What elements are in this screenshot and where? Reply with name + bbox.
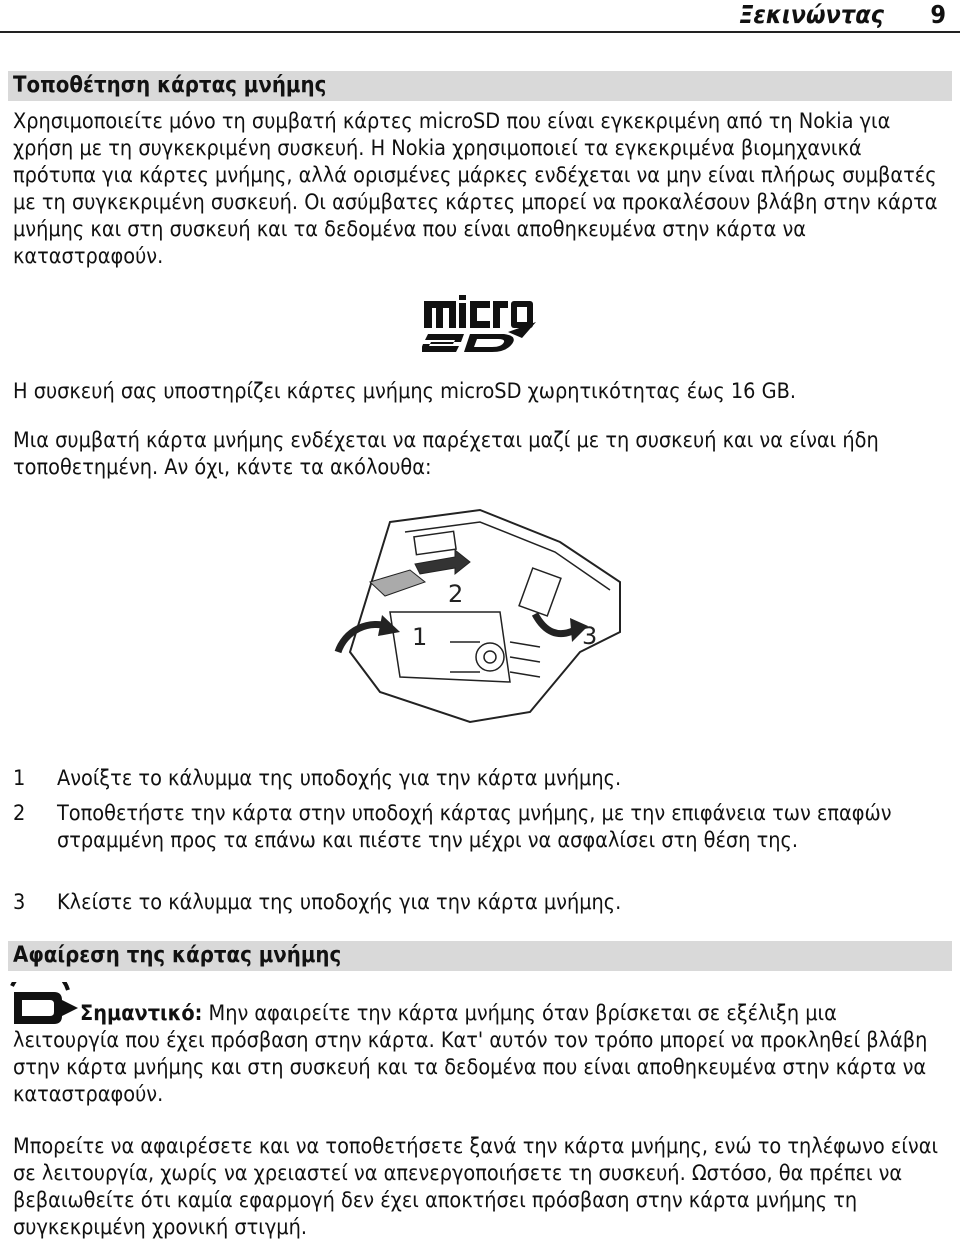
illustration-label-1: 1 bbox=[412, 623, 428, 651]
header-rule bbox=[0, 31, 960, 33]
microsd-logo-icon bbox=[422, 292, 536, 352]
important-label: Σημαντικό: bbox=[80, 1001, 203, 1026]
illustration-label-2: 2 bbox=[448, 580, 464, 608]
step-text: Τοποθετήστε την κάρτα στην υποδοχή κάρτας μνήμης, με την επιφάνεια των επαφών στραμμένη προς τα επάνω και πιέστε την μέχρι να ασφαλίσει στη θέση της. bbox=[57, 801, 892, 853]
step-number: 1 bbox=[13, 766, 26, 791]
step-number: 2 bbox=[13, 801, 26, 826]
page-number: 9 bbox=[930, 0, 946, 29]
compatible-paragraph: Μια συμβατή κάρτα μνήμης ενδέχεται να παρέχεται μαζί με τη συσκευή και να είναι ήδη τοποθετημένη. Αν όχι, κάντε τα ακόλουθα: bbox=[13, 428, 879, 480]
section-heading-insert: Τοποθέτηση κάρτας μνήμης bbox=[8, 71, 952, 101]
intro-paragraph: Χρησιμοποιείτε μόνο τη συμβατή κάρτες microSD που είναι εγκεκριμένη από τη Nokia για χρήση με τη συγκεκριμένη συσκευή. Η Nokia χρησιμοποιεί τα εγκεκριμένα βιομηχανικά πρότυπα για κάρτες μνήμης, αλλά ορισμένες μάρκες ενδέχεται να μην είναι πλήρως συμβατές με τη συγκεκριμένη συσκευή. Οι ασύμβατες κάρτες μπορεί να προκαλέσουν βλάβη στην κάρτα μνήμης και στη συσκευή και τα δεδομένα που είναι αποθηκευμένα στην κάρτα να καταστραφούν. bbox=[13, 109, 938, 269]
important-paragraph bbox=[13, 1000, 947, 1108]
step-text: Κλείστε το κάλυμμα της υποδοχής για την κάρτα μνήμης. bbox=[57, 890, 622, 915]
remove-body-paragraph: Μπορείτε να αφαιρέσετε και να τοποθετήσετε ξανά την κάρτα μνήμης, ενώ το τηλέφωνο είναι σε λειτουργία, χωρίς να χρειαστεί να απενεργοποιήσετε τη συσκευή. Ωστόσο, θα πρέπει να βεβαιωθείτε ότι καμία εφαρμογή δεν έχει αποκτήσει πρόσβαση στην κάρτα μνήμης τη συγκεκριμένη χρονική στιγμή. bbox=[13, 1134, 938, 1240]
important-text: Μην αφαιρείτε την κάρτα μνήμης όταν βρίσκεται σε εξέλιξη μια λειτουργία που έχει πρόσβαση στην κάρτα. Κατ' αυτόν τον τρόπο μπορεί να προκληθεί βλάβη στην κάρτα μνήμης και στη συσκευή και τα δεδομένα που είναι αποθηκευμένα στην κάρτα να καταστραφούν. bbox=[13, 1001, 928, 1107]
card-insert-illustration bbox=[330, 502, 630, 742]
support-paragraph: Η συσκευή σας υποστηρίζει κάρτες μνήμης microSD χωρητικότητας έως 16 GB. bbox=[13, 379, 797, 404]
section-heading-remove: Αφαίρεση της κάρτας μνήμης bbox=[8, 941, 952, 971]
step-text: Ανοίξτε το κάλυμμα της υποδοχής για την κάρτα μνήμης. bbox=[57, 766, 622, 791]
step-number: 3 bbox=[13, 890, 26, 915]
header-title: Ξεκινώντας bbox=[739, 0, 884, 29]
illustration-label-3: 3 bbox=[582, 622, 598, 650]
